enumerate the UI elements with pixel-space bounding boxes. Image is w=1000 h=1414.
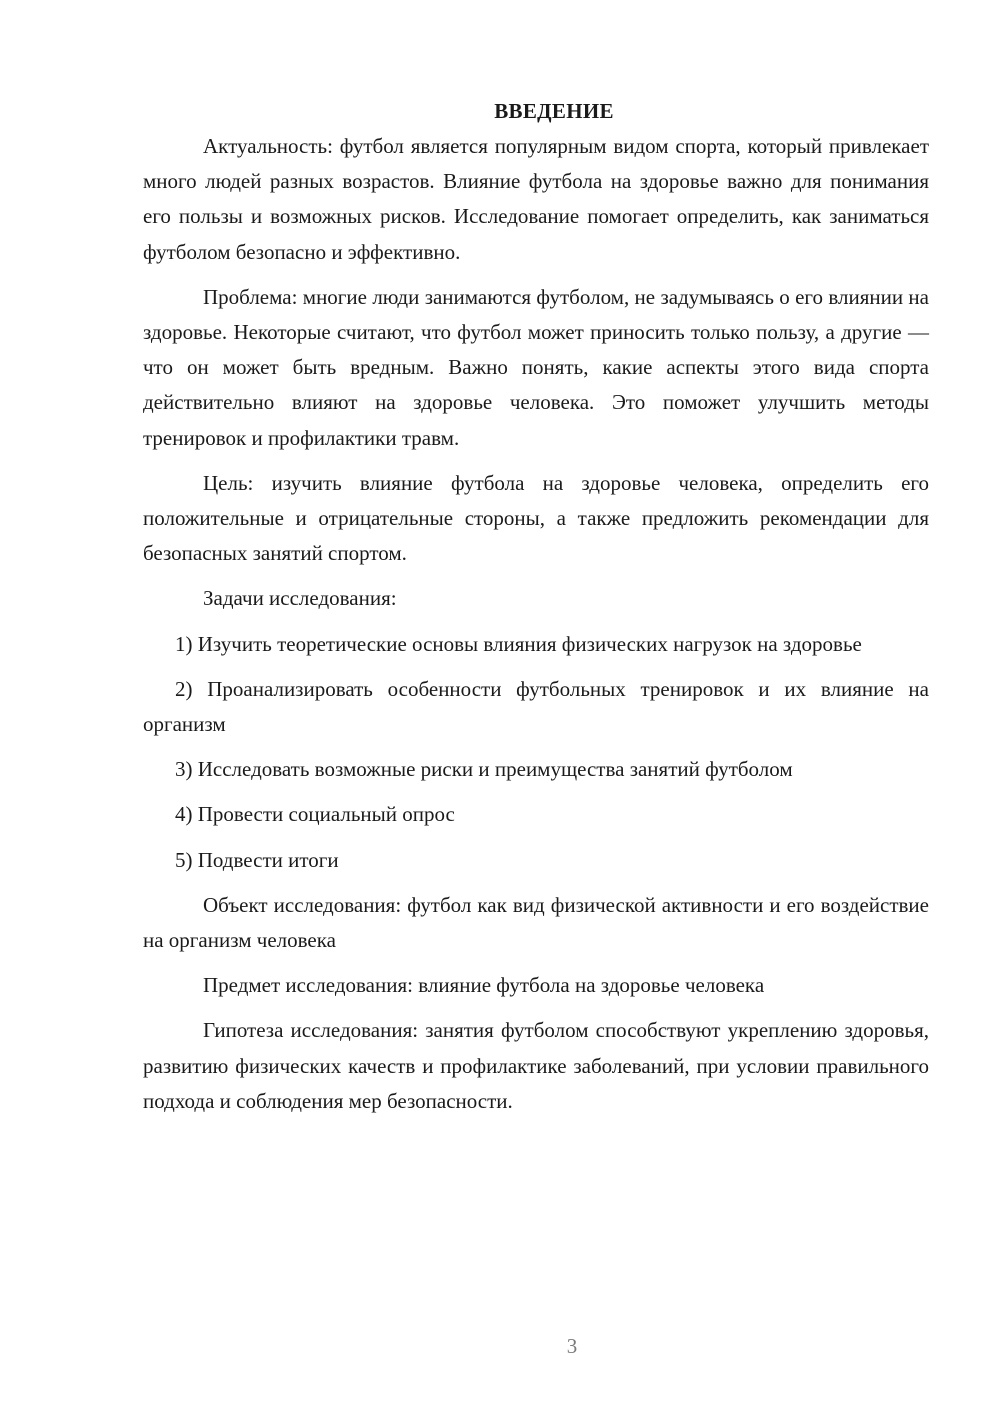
page-number: 3 — [566, 1334, 578, 1358]
subject-paragraph: Предмет исследования: влияние футбола на здоровье человека — [203, 973, 765, 998]
page-title: ВВЕДЕНИЕ — [494, 99, 614, 123]
goal-paragraph: Цель: изучить влияние футбола на здоровье человека, определить его положительные и отрицательные стороны, а также предложить рекомендации для безопасных занятий спортом. — [143, 470, 929, 566]
problem-paragraph: Проблема: многие люди занимаются футболом, не задумываясь о его влиянии на здоровье. Некоторые считают, что футбол может приносить только пользу, а другие — что он может быть вредным. Важно понять, какие аспекты этого вида спорта действительно влияют на здоровье человека. Это поможет улучшить методы тренировок и профилактики травм. — [143, 284, 929, 450]
task-item-1: 1) Изучить теоретические основы влияния физических нагрузок на здоровье — [175, 631, 862, 656]
task-item-4: 4) Провести социальный опрос — [175, 802, 455, 827]
relevance-paragraph: Актуальность: футбол является популярным видом спорта, который привлекает много людей разных возрастов. Влияние футбола на здоровье важно для понимания его пользы и возможных рисков. Исследование помогает определить, как заниматься футболом безопасно и эффективно. — [143, 134, 929, 264]
task-item-3: 3) Исследовать возможные риски и преимущества занятий футболом — [175, 757, 793, 782]
page-content — [143, 95, 929, 1129]
task-item-5: 5) Подвести итоги — [175, 847, 339, 872]
task-item-2: 2) Проанализировать особенности футбольных тренировок и их влияние на организм — [143, 676, 929, 737]
hypothesis-paragraph: Гипотеза исследования: занятия футболом способствуют укреплению здоровья, развитию физических качеств и профилактике заболеваний, при условии правильного подхода и соблюдения мер безопасности. — [143, 1018, 929, 1113]
object-paragraph: Объект исследования: футбол как вид физической активности и его воздействие на организм человека — [143, 892, 929, 953]
tasks-heading: Задачи исследования: — [203, 586, 397, 611]
